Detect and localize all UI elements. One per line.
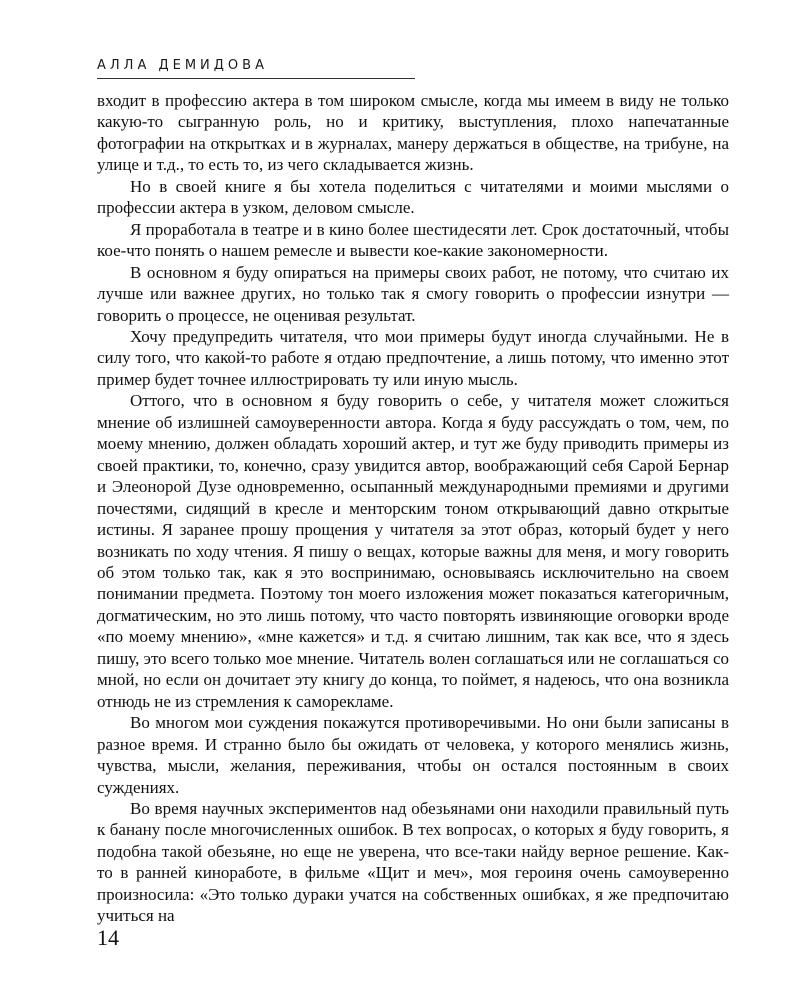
paragraph: Во многом мои суждения покажутся противоречивыми. Но они были записаны в разное время. И странно было бы ожидать от человека, у которого менялись жизнь, чувства, мысли, желания, переживания, чтобы он остался постоянным в своих суждениях.: [97, 713, 729, 797]
running-head: АЛЛА ДЕМИДОВА: [97, 58, 268, 73]
page-number: 14: [97, 925, 119, 950]
paragraph: Оттого, что в основном я буду говорить о себе, у читателя может сложиться мнение об излишней самоуверенности автора. Когда я буду рассуждать о том, чем, по моему мнению, должен обладать хороший актер, и тут же буду приводить примеры из своей практики, то, конечно, сразу увидится автор, воображающий себя Сарой Бернар и Элеонорой Дузе одновременно, осыпанный международными премиями и другими почестями, сидящий в кресле и менторским тоном открывающий давно открытые истины. Я заранее прошу прощения у читателя за этот образ, который будет у него возникать по ходу чтения. Я пишу о вещах, которые важны для меня, и могу говорить об этом только так, как я это воспринимаю, основываясь исключительно на своем понимании предмета. Поэтому тон моего изложения может показаться категоричным, догматическим, но это лишь потому, что часто повторять извиняющие оговорки вроде «по моему мнению», «мне кажется» и т.д. я считаю лишним, так как все, что я здесь пишу, это всего только мое мнение. Читатель волен соглашаться или не соглашаться со мной, но если он дочитает эту книгу до конца, то поймет, я надеюсь, что она возникла отнюдь не из стремления к саморекламе.: [97, 391, 729, 711]
paragraph: В основном я буду опираться на примеры своих работ, не потому, что считаю их лучше или важнее других, но только так я смогу говорить о профессии изнутри — говорить о процессе, не оценивая результат.: [97, 262, 729, 325]
paragraph: Но в своей книге я бы хотела поделиться с читателями и моими мыслями о профессии актера в узком, деловом смысле.: [97, 176, 729, 218]
header-rule: [97, 78, 415, 79]
paragraph: Я проработала в театре и в кино более шестидесяти лет. Срок достаточный, чтобы кое-что понять о нашем ремесле и вывести кое-какие закономерности.: [97, 219, 729, 261]
paragraph: Во время научных экспериментов над обезьянами они находили правильный путь к банану после многочисленных ошибок. В тех вопросах, о которых я буду говорить, я подобна такой обезьяне, но еще не уверена, что все-таки найду верное решение. Как-то в ранней киноработе, в фильме «Щит и меч», моя героиня очень самоуверенно произносила: «Это только дураки учатся на собственных ошибках, я же предпочитаю учиться на: [97, 798, 729, 926]
paragraph: Хочу предупредить читателя, что мои примеры будут иногда случайными. Не в силу того, что какой-то работе я отдаю предпочтение, а лишь потому, что именно этот пример будет точнее иллюстрировать ту или иную мысль.: [97, 326, 729, 389]
page-body: [97, 90, 729, 927]
paragraph: входит в профессию актера в том широком смысле, когда мы имеем в виду не только какую-то сыгранную роль, но и критику, выступления, плохо напечатанные фотографии на открытках и в журналах, манеру держаться в обществе, на трибуне, на улице и т.д., то есть то, из чего складывается жизнь.: [97, 91, 729, 175]
